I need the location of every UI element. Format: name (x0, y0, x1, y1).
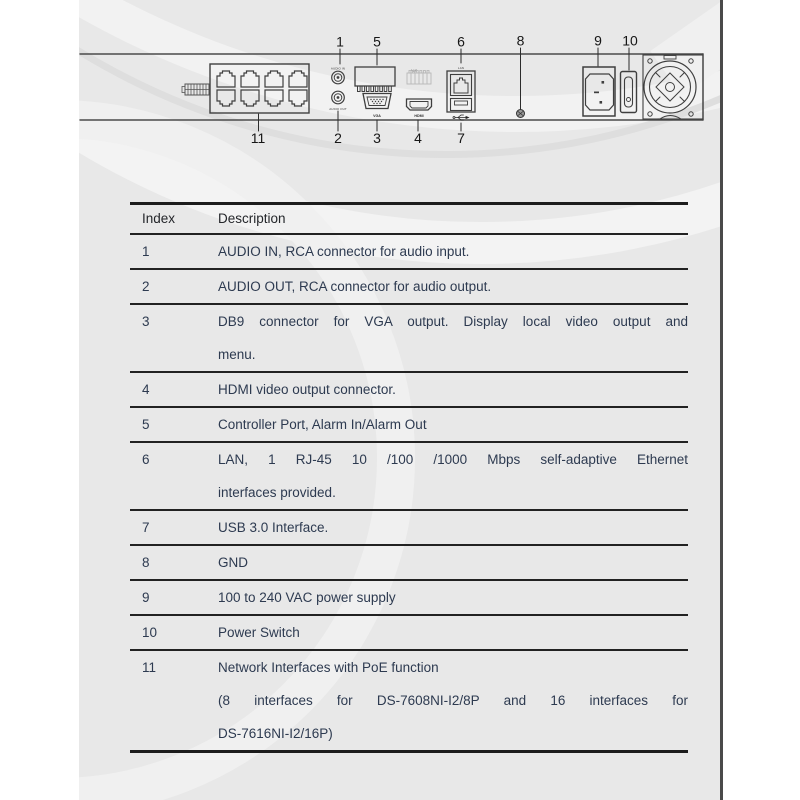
rear-panel-diagram (79, 25, 723, 175)
callout-9: 9 (594, 32, 602, 49)
audio-out-label: AUDIO OUT (329, 107, 347, 111)
row-description (218, 270, 688, 303)
description-line: interfaces provided. (218, 485, 336, 500)
description-line: HDMI video output connector. (218, 382, 396, 397)
table-row (130, 371, 688, 406)
row-description (218, 408, 688, 441)
description-line: (8 interfaces for DS-7608NI-I2/8P and 16 interfaces for (218, 693, 688, 708)
vga-label: VGA (373, 114, 381, 118)
vga-connector (363, 94, 391, 109)
usb-icon (453, 115, 469, 120)
row-description (218, 443, 688, 509)
table-row (130, 614, 688, 649)
row-index: 4 (142, 382, 150, 397)
callout-7: 7 (457, 130, 465, 146)
hdmi-connector (407, 99, 432, 110)
description-line: Controller Port, Alarm In/Alarm Out (218, 417, 427, 432)
row-index: 5 (142, 417, 150, 432)
description-line: Network Interfaces with PoE function (218, 660, 439, 675)
hdmi-label: HDMI (414, 114, 424, 118)
table-row (130, 544, 688, 579)
power-inlet (583, 67, 615, 116)
callout-8: 8 (516, 32, 525, 49)
row-description (218, 616, 688, 649)
table-row (130, 509, 688, 544)
description-line: DS-7616NI-I2/16P) (218, 726, 333, 741)
power-switch (621, 72, 637, 113)
row-index: 8 (142, 555, 150, 570)
fan (643, 55, 703, 119)
controller-port (355, 67, 395, 92)
table-row (130, 579, 688, 614)
col-header-index: Index (142, 211, 176, 226)
description-line: LAN, 1 RJ-45 10 /100 /1000 Mbps self-adaptive Ethernet (218, 452, 688, 467)
callout-2: 2 (334, 130, 342, 146)
callout-11: 11 (250, 130, 266, 146)
description-table (130, 202, 688, 753)
row-index: 10 (142, 625, 158, 640)
row-index: 3 (142, 314, 150, 329)
table-header-row (130, 205, 688, 233)
description-line: Power Switch (218, 625, 300, 640)
row-index: 9 (142, 590, 150, 605)
description-line: GND (218, 555, 248, 570)
usb-port (451, 99, 472, 111)
audio-in-label: AUDIO IN (330, 66, 346, 71)
table-row (130, 303, 688, 371)
table-row (130, 406, 688, 441)
manual-page (79, 0, 723, 800)
audio-in-rca (332, 71, 345, 84)
callout-5: 5 (373, 33, 381, 50)
table-row (130, 649, 688, 750)
row-description (218, 546, 688, 579)
callout-lines (259, 48, 630, 131)
table-rows (130, 233, 688, 750)
lan-label: LAN (457, 66, 465, 70)
gnd-screw (517, 110, 525, 118)
row-description (218, 581, 688, 614)
row-index: 1 (142, 244, 150, 259)
lan-usb-combo (447, 71, 475, 112)
description-line: DB9 connector for VGA output. Display local video output and (218, 314, 688, 329)
callout-6: 6 (457, 33, 465, 50)
callout-10: 10 (622, 32, 638, 49)
description-line: AUDIO OUT, RCA connector for audio output. (218, 279, 492, 294)
row-description (218, 235, 688, 268)
pin-header-connector (182, 84, 209, 95)
description-line: menu. (218, 347, 256, 362)
alarm-plug-label: ALM (410, 68, 418, 73)
row-index: 11 (142, 660, 157, 675)
col-header-description: Description (218, 211, 286, 226)
row-description (218, 373, 688, 406)
callout-4: 4 (414, 130, 422, 146)
table-row (130, 268, 688, 303)
callout-3: 3 (373, 130, 381, 146)
row-index: 6 (142, 452, 150, 467)
description-line: AUDIO IN, RCA connector for audio input. (218, 244, 470, 259)
row-description (218, 651, 688, 750)
description-line: 100 to 240 VAC power supply (218, 590, 396, 605)
audio-out-rca (332, 91, 345, 104)
callout-1: 1 (336, 33, 344, 50)
row-description (218, 305, 688, 371)
poe-ethernet-ports (210, 64, 309, 113)
description-line: USB 3.0 Interface. (218, 520, 329, 535)
table-row (130, 441, 688, 509)
row-description (218, 511, 688, 544)
row-index: 7 (142, 520, 150, 535)
row-index: 2 (142, 279, 150, 294)
table-row (130, 233, 688, 268)
